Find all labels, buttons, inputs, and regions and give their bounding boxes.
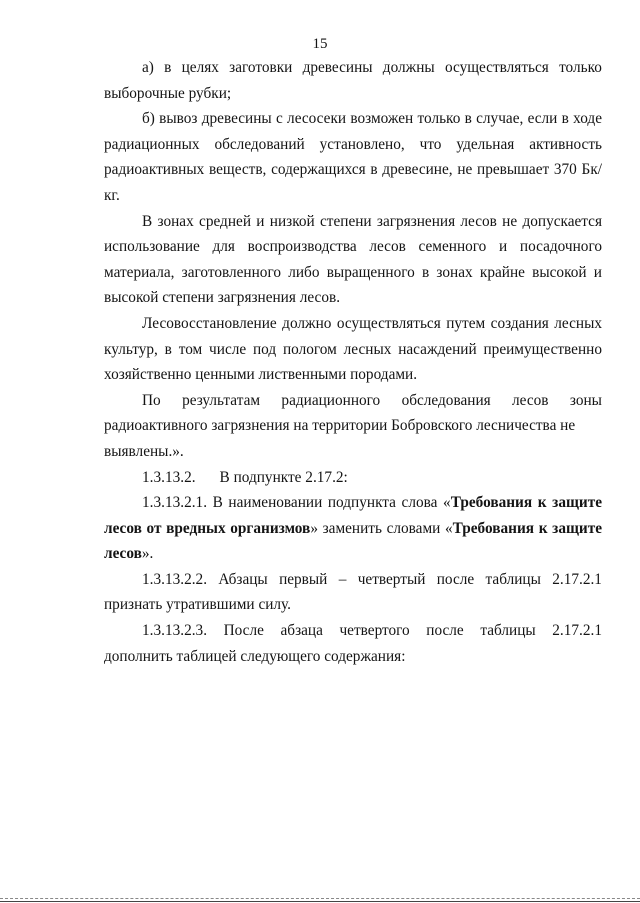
word: первый xyxy=(279,570,328,588)
item-1-3-13-2 xyxy=(104,465,602,491)
item-1-3-13-2-2 xyxy=(104,567,602,618)
word: осуществляться xyxy=(444,59,549,76)
item-text: В подпункте 2.17.2: xyxy=(219,468,348,486)
item-1-3-13-2-2-line-2: признать утратившими силу. xyxy=(104,596,291,614)
word: зоны xyxy=(569,391,602,409)
page-edge-line xyxy=(0,901,640,902)
word: лесов xyxy=(512,391,549,409)
bold-phrase-new: Требования к защите лесов xyxy=(104,519,603,563)
word: только xyxy=(559,59,602,76)
paragraph-results xyxy=(104,388,602,465)
word: Абзацы xyxy=(218,570,268,588)
paragraph-zones: В зонах средней и низкой степени загрязнения лесов не допускается использование для воспроизводства лесов семенного и посадочного материала, заготовленного либо выращенного в зонах крайне высокой и высокой степени загрязнения лесов. xyxy=(104,212,602,307)
word: После xyxy=(223,622,264,640)
item-text: ». xyxy=(141,545,154,563)
word: радиационного xyxy=(281,391,381,409)
item-1-3-13-2-1 xyxy=(104,490,602,567)
word: таблицы xyxy=(480,622,536,640)
word: 1.3.13.2.2. xyxy=(142,570,208,588)
page-number: 15 xyxy=(312,36,328,52)
word: 2.17.2.1 xyxy=(552,622,602,640)
paragraph-results-line-1 xyxy=(104,388,602,414)
document-body xyxy=(104,55,602,669)
word: заготовки xyxy=(229,59,293,76)
word: после xyxy=(436,570,475,588)
word: в xyxy=(164,59,172,76)
word: а) xyxy=(142,59,154,76)
paragraph-reforestation: Лесовосстановление должно осуществляться путем создания лесных культур, в том числе под пологом лесных насаждений преимущественно хозяйственно ценными лиственными породами. xyxy=(104,314,602,384)
word: 1.3.13.2.3. xyxy=(142,622,208,640)
paragraph-a-line-1 xyxy=(104,55,602,81)
paragraph-results-line-3: выявлены.». xyxy=(104,442,184,460)
word: абзаца xyxy=(280,622,323,640)
item-number: 1.3.13.2.1. xyxy=(142,494,208,512)
item-text: » заменить словами « xyxy=(310,519,453,537)
paragraph-b: б) вывоз древесины с лесосеки возможен только в случае, если в ходе радиационных обследований установлено, что удельная активность радиоактивных веществ, содержащихся в древесине, не превышает 370 Бк/кг. xyxy=(104,110,602,204)
word: По xyxy=(142,391,161,409)
word: четвертый xyxy=(357,570,426,588)
paragraph-results-line-2 xyxy=(104,413,602,439)
word: целях xyxy=(181,59,219,76)
word: результатам xyxy=(182,391,261,409)
word: древесины xyxy=(302,59,373,76)
item-1-3-13-2-3-line-2: дополнить таблицей следующего содержания: xyxy=(104,647,406,665)
line-text: радиоактивного загрязнения на территории Бобровского лесничества не xyxy=(104,417,576,435)
item-text: В наименовании подпункта слова « xyxy=(212,494,451,512)
page-edge-dashed-line xyxy=(0,898,640,899)
item-1-3-13-2-3 xyxy=(104,618,602,669)
word: четвертого xyxy=(339,622,410,640)
word: обследования xyxy=(401,391,491,409)
item-number: 1.3.13.2. xyxy=(142,468,196,486)
word: таблицы xyxy=(485,570,541,588)
word: после xyxy=(426,622,464,640)
word: 2.17.2.1 xyxy=(552,570,602,588)
paragraph-a xyxy=(104,55,602,106)
paragraph-a-line-2: выборочные рубки; xyxy=(104,84,232,102)
word: должны xyxy=(382,59,435,76)
item-1-3-13-2-2-line-1 xyxy=(104,567,602,593)
bold-phrase-old: Требования к защите лесов от вредных организмов xyxy=(104,494,602,537)
item-1-3-13-2-3-line-1 xyxy=(104,618,602,644)
word: – xyxy=(338,570,347,588)
